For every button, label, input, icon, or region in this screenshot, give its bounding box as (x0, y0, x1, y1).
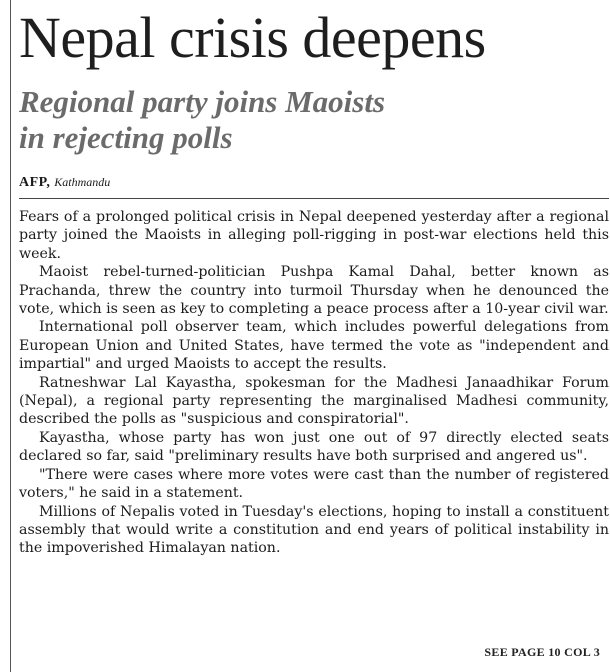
news-article (10, 0, 608, 672)
subheadline-line-1: Regional party joins Maoists (19, 84, 386, 119)
paragraph-5: Kayastha, whose party has won just one out of 97 directly elected seats declared so far, said "preliminary results have both surprised and angered us". (19, 429, 609, 465)
paragraph-4: Ratneshwar Lal Kayastha, spokesman for the Madhesi Janaadhikar Forum (Nepal), a regional party representing the marginalised Madhesi community, described the polls as "suspicious and conspiratorial". (19, 374, 609, 428)
paragraph-2: Maoist rebel-turned-politician Pushpa Kamal Dahal, better known as Prachanda, threw the country into turmoil Thursday when he denounced the vote, which is seen as key to completing a peace process after a 10-year civil war. (19, 264, 609, 318)
headline: Nepal crisis deepens (19, 5, 486, 70)
paragraph-1: Fears of a prolonged political crisis in Nepal deepened yesterday after a regional party joined the Maoists in alleging poll-rigging in post-war elections held this week. (19, 209, 609, 262)
byline-location: Kathmandu (54, 175, 111, 189)
byline (19, 174, 110, 191)
article-body (19, 208, 609, 558)
continuation-note: SEE PAGE 10 COL 3 (484, 645, 600, 659)
paragraph-6: "There were cases where more votes were cast than the number of registered voters," he said in a statement. (19, 466, 609, 502)
subheadline (19, 84, 579, 156)
byline-divider (19, 198, 609, 199)
paragraph-3: International poll observer team, which includes powerful delegations from European Union and United States, have termed the vote as "independent and impartial" and urged Maoists to accept the results. (19, 319, 609, 373)
byline-agency: AFP, (19, 175, 51, 190)
paragraph-7: Millions of Nepalis voted in Tuesday's elections, hoping to install a constituent assembly that would write a constitution and end years of political instability in the impoverished Himalayan nation. (19, 503, 609, 557)
subheadline-line-2: in rejecting polls (19, 120, 233, 155)
